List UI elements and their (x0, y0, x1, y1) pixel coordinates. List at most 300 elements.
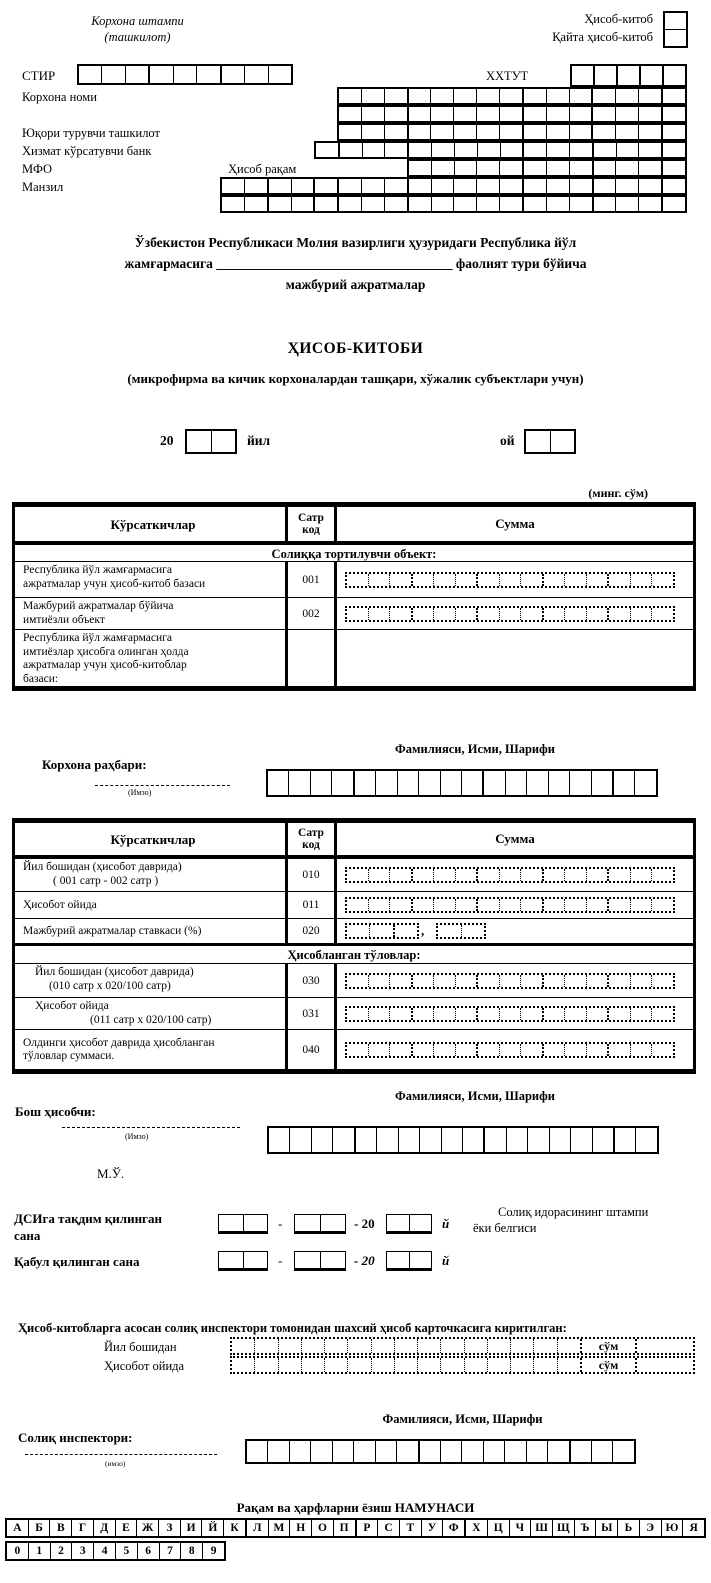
grid-cell[interactable] (564, 899, 586, 911)
grid-cell[interactable] (607, 574, 630, 586)
grid-cell[interactable] (222, 179, 244, 193)
grid-cell[interactable] (339, 107, 361, 121)
grid-cell[interactable] (431, 161, 454, 175)
grid-cell[interactable] (289, 1128, 310, 1152)
grid-cell[interactable] (630, 899, 652, 911)
grid-cell[interactable] (267, 179, 291, 193)
grid-cell[interactable] (232, 1358, 254, 1372)
grid-cell[interactable] (219, 1252, 243, 1268)
grid-cell[interactable] (232, 1339, 254, 1353)
grid-cell[interactable] (368, 869, 390, 881)
grid-cell[interactable] (430, 107, 453, 121)
grid-cell[interactable] (651, 1044, 673, 1056)
accepted-year-grid[interactable] (386, 1251, 432, 1271)
entry-row1-grid[interactable] (232, 1339, 580, 1353)
grid-cell[interactable] (499, 107, 522, 121)
accountant-name-grid[interactable] (267, 1126, 659, 1154)
grid-cell[interactable] (398, 1128, 419, 1152)
grid-cell[interactable] (187, 431, 211, 452)
company-name-grid-row2[interactable] (337, 105, 687, 123)
grid-cell[interactable] (639, 66, 662, 85)
row-011-sum-grid[interactable] (345, 897, 675, 913)
address-grid-row1[interactable] (220, 177, 687, 195)
grid-cell[interactable] (569, 179, 592, 193)
grid-cell[interactable] (638, 89, 661, 103)
grid-cell[interactable] (409, 161, 431, 175)
grid-cell[interactable] (316, 143, 338, 157)
grid-cell[interactable] (476, 1044, 499, 1056)
grid-cell[interactable] (592, 161, 616, 175)
grid-cell[interactable] (522, 143, 546, 157)
grid-cell[interactable] (592, 143, 616, 157)
director-signature-line[interactable] (95, 774, 230, 786)
grid-cell[interactable] (244, 66, 267, 83)
grid-cell[interactable] (586, 608, 608, 620)
grid-cell[interactable] (411, 1044, 434, 1056)
grid-cell[interactable] (651, 608, 673, 620)
year-input-grid[interactable] (185, 429, 237, 454)
grid-cell[interactable] (440, 1339, 463, 1353)
grid-cell[interactable] (453, 197, 476, 211)
grid-cell[interactable] (291, 179, 314, 193)
grid-cell[interactable] (564, 1008, 586, 1020)
grid-cell[interactable] (591, 89, 615, 103)
grid-cell[interactable] (526, 771, 547, 795)
grid-cell[interactable] (546, 107, 569, 121)
grid-cell[interactable] (222, 197, 244, 211)
grid-cell[interactable] (376, 1128, 397, 1152)
grid-cell[interactable] (389, 899, 411, 911)
grid-cell[interactable] (387, 1215, 409, 1231)
grid-cell[interactable] (384, 197, 407, 211)
grid-cell[interactable] (615, 197, 638, 211)
grid-cell[interactable] (347, 1008, 368, 1020)
grid-cell[interactable] (409, 1252, 432, 1268)
grid-cell[interactable] (546, 161, 569, 175)
grid-cell[interactable] (338, 143, 362, 157)
grid-cell[interactable] (384, 179, 407, 193)
grid-cell[interactable] (564, 869, 586, 881)
grid-cell[interactable] (522, 89, 546, 103)
grid-cell[interactable] (607, 899, 630, 911)
grid-cell[interactable] (454, 143, 477, 157)
grid-cell[interactable] (526, 431, 550, 452)
grid-cell[interactable] (520, 899, 542, 911)
grid-cell[interactable] (430, 125, 453, 139)
grid-cell[interactable] (483, 1441, 504, 1462)
grid-cell[interactable] (455, 1044, 477, 1056)
grid-cell[interactable] (592, 197, 616, 211)
grid-cell[interactable] (268, 66, 291, 83)
grid-cell[interactable] (411, 975, 434, 987)
grid-cell[interactable] (409, 1215, 432, 1231)
grid-cell[interactable] (418, 1441, 440, 1462)
grid-cell[interactable] (520, 975, 542, 987)
grid-cell[interactable] (613, 1128, 635, 1152)
row-020-rate-int-grid[interactable] (345, 923, 419, 939)
grid-cell[interactable] (320, 1215, 346, 1231)
grid-cell[interactable] (244, 197, 267, 211)
grid-cell[interactable] (347, 869, 368, 881)
grid-cell[interactable] (638, 197, 661, 211)
grid-cell[interactable] (267, 1441, 288, 1462)
grid-cell[interactable] (569, 107, 592, 121)
grid-cell[interactable] (407, 197, 431, 211)
grid-cell[interactable] (433, 574, 455, 586)
grid-cell[interactable] (433, 975, 455, 987)
grid-cell[interactable] (278, 1358, 301, 1372)
entry-row1-amount[interactable] (230, 1337, 695, 1355)
grid-cell[interactable] (522, 179, 546, 193)
grid-cell[interactable] (510, 1339, 533, 1353)
grid-cell[interactable] (440, 771, 461, 795)
grid-cell[interactable] (384, 143, 407, 157)
grid-cell[interactable] (219, 1215, 243, 1231)
grid-cell[interactable] (616, 143, 639, 157)
row-020-rate-frac-grid[interactable] (436, 923, 486, 939)
entry-row2-grid[interactable] (232, 1358, 580, 1372)
grid-cell[interactable] (520, 574, 542, 586)
grid-cell[interactable] (417, 1358, 440, 1372)
grid-cell[interactable] (419, 1128, 440, 1152)
grid-cell[interactable] (586, 1044, 608, 1056)
grid-cell[interactable] (440, 1358, 463, 1372)
grid-cell[interactable] (586, 975, 608, 987)
grid-cell[interactable] (407, 107, 431, 121)
grid-cell[interactable] (476, 161, 499, 175)
grid-cell[interactable] (586, 1008, 608, 1020)
grid-cell[interactable] (499, 608, 521, 620)
grid-cell[interactable] (557, 1339, 580, 1353)
grid-cell[interactable] (389, 608, 411, 620)
grid-cell[interactable] (607, 1008, 630, 1020)
grid-cell[interactable] (499, 125, 522, 139)
grid-cell[interactable] (369, 925, 392, 937)
grid-cell[interactable] (417, 1339, 440, 1353)
grid-cell[interactable] (433, 1044, 455, 1056)
submitted-month-grid[interactable] (294, 1214, 346, 1234)
grid-cell[interactable] (288, 771, 309, 795)
grid-cell[interactable] (476, 125, 499, 139)
grid-cell[interactable] (384, 107, 407, 121)
grid-cell[interactable] (313, 179, 337, 193)
calc-checkbox[interactable] (665, 13, 686, 30)
grid-cell[interactable] (347, 608, 368, 620)
grid-cell[interactable] (572, 66, 593, 85)
director-name-grid[interactable] (266, 769, 658, 797)
grid-cell[interactable] (461, 1441, 482, 1462)
grid-cell[interactable] (591, 771, 612, 795)
grid-cell[interactable] (569, 89, 592, 103)
grid-cell[interactable] (337, 179, 361, 193)
grid-cell[interactable] (661, 107, 685, 121)
recalc-checkbox[interactable] (665, 30, 686, 47)
grid-cell[interactable] (499, 1044, 521, 1056)
grid-cell[interactable] (220, 66, 244, 83)
grid-cell[interactable] (533, 1339, 556, 1353)
grid-cell[interactable] (411, 869, 434, 881)
grid-cell[interactable] (638, 161, 661, 175)
entry-row2-tail-cell[interactable] (635, 1358, 693, 1372)
grid-cell[interactable] (638, 143, 661, 157)
grid-cell[interactable] (564, 608, 586, 620)
grid-cell[interactable] (393, 925, 417, 937)
accountant-signature-line[interactable] (62, 1116, 240, 1128)
grid-cell[interactable] (476, 89, 499, 103)
grid-cell[interactable] (269, 1128, 289, 1152)
grid-cell[interactable] (353, 1441, 374, 1462)
grid-cell[interactable] (586, 869, 608, 881)
grid-cell[interactable] (526, 1441, 547, 1462)
grid-cell[interactable] (389, 869, 411, 881)
grid-cell[interactable] (354, 1128, 376, 1152)
grid-cell[interactable] (407, 89, 431, 103)
grid-cell[interactable] (310, 1441, 331, 1462)
grid-cell[interactable] (411, 608, 434, 620)
grid-cell[interactable] (347, 1044, 368, 1056)
grid-cell[interactable] (634, 771, 655, 795)
grid-cell[interactable] (542, 869, 565, 881)
grid-cell[interactable] (332, 1441, 353, 1462)
grid-cell[interactable] (441, 1128, 462, 1152)
grid-cell[interactable] (211, 431, 236, 452)
grid-cell[interactable] (347, 574, 368, 586)
grid-cell[interactable] (295, 1215, 320, 1231)
grid-cell[interactable] (477, 143, 500, 157)
grid-cell[interactable] (546, 179, 569, 193)
grid-cell[interactable] (268, 771, 288, 795)
grid-cell[interactable] (464, 1339, 487, 1353)
grid-cell[interactable] (591, 1441, 612, 1462)
grid-cell[interactable] (499, 179, 522, 193)
grid-cell[interactable] (487, 1358, 510, 1372)
grid-cell[interactable] (384, 89, 407, 103)
grid-cell[interactable] (651, 899, 673, 911)
grid-cell[interactable] (247, 1441, 267, 1462)
submitted-year-grid[interactable] (386, 1214, 432, 1234)
grid-cell[interactable] (546, 197, 569, 211)
grid-cell[interactable] (324, 1358, 347, 1372)
grid-cell[interactable] (433, 899, 455, 911)
grid-cell[interactable] (630, 975, 652, 987)
grid-cell[interactable] (368, 899, 390, 911)
grid-cell[interactable] (506, 1128, 527, 1152)
grid-cell[interactable] (661, 89, 685, 103)
grid-cell[interactable] (533, 1358, 556, 1372)
account-number-grid[interactable] (407, 159, 687, 177)
grid-cell[interactable] (148, 66, 172, 83)
grid-cell[interactable] (542, 608, 565, 620)
grid-cell[interactable] (661, 197, 685, 211)
grid-cell[interactable] (569, 143, 592, 157)
grid-cell[interactable] (347, 899, 368, 911)
grid-cell[interactable] (332, 1128, 353, 1152)
grid-cell[interactable] (615, 125, 638, 139)
grid-cell[interactable] (638, 107, 661, 121)
grid-cell[interactable] (520, 869, 542, 881)
grid-cell[interactable] (483, 1128, 505, 1152)
grid-cell[interactable] (630, 574, 652, 586)
grid-cell[interactable] (476, 179, 499, 193)
grid-cell[interactable] (453, 125, 476, 139)
grid-cell[interactable] (347, 1339, 370, 1353)
grid-cell[interactable] (499, 869, 521, 881)
grid-cell[interactable] (461, 925, 485, 937)
row-002-sum-grid[interactable] (345, 606, 675, 622)
grid-cell[interactable] (476, 107, 499, 121)
grid-cell[interactable] (661, 125, 685, 139)
grid-cell[interactable] (651, 1008, 673, 1020)
grid-cell[interactable] (476, 899, 499, 911)
inspector-name-grid[interactable] (245, 1439, 636, 1464)
parent-org-grid[interactable] (337, 123, 687, 141)
grid-cell[interactable] (522, 197, 546, 211)
grid-cell[interactable] (542, 574, 565, 586)
grid-cell[interactable] (662, 66, 685, 85)
grid-cell[interactable] (542, 1008, 565, 1020)
grid-cell[interactable] (476, 197, 499, 211)
grid-cell[interactable] (337, 197, 361, 211)
grid-cell[interactable] (254, 1358, 277, 1372)
grid-cell[interactable] (320, 1252, 346, 1268)
grid-cell[interactable] (651, 975, 673, 987)
bank-grid[interactable] (314, 141, 687, 159)
row-001-sum-grid[interactable] (345, 572, 675, 588)
grid-cell[interactable] (504, 1441, 525, 1462)
grid-cell[interactable] (569, 125, 592, 139)
grid-cell[interactable] (520, 608, 542, 620)
grid-cell[interactable] (586, 899, 608, 911)
grid-cell[interactable] (522, 125, 546, 139)
grid-cell[interactable] (313, 197, 337, 211)
row-030-sum-grid[interactable] (345, 973, 675, 989)
grid-cell[interactable] (411, 574, 434, 586)
grid-cell[interactable] (301, 1358, 324, 1372)
grid-cell[interactable] (411, 899, 434, 911)
grid-cell[interactable] (499, 89, 522, 103)
grid-cell[interactable] (550, 431, 575, 452)
grid-cell[interactable] (384, 125, 407, 139)
month-input-grid[interactable] (524, 429, 576, 454)
accepted-day-grid[interactable] (218, 1251, 268, 1271)
grid-cell[interactable] (592, 179, 616, 193)
grid-cell[interactable] (407, 143, 431, 157)
grid-cell[interactable] (353, 771, 375, 795)
grid-cell[interactable] (487, 1339, 510, 1353)
grid-cell[interactable] (389, 1008, 411, 1020)
grid-cell[interactable] (464, 1358, 487, 1372)
grid-cell[interactable] (476, 608, 499, 620)
grid-cell[interactable] (347, 975, 368, 987)
grid-cell[interactable] (289, 1441, 310, 1462)
grid-cell[interactable] (433, 1008, 455, 1020)
grid-cell[interactable] (499, 161, 522, 175)
grid-cell[interactable] (651, 869, 673, 881)
grid-cell[interactable] (440, 1441, 461, 1462)
grid-cell[interactable] (453, 89, 476, 103)
grid-cell[interactable] (630, 1044, 652, 1056)
grid-cell[interactable] (347, 1358, 370, 1372)
grid-cell[interactable] (278, 1339, 301, 1353)
grid-cell[interactable] (547, 1441, 568, 1462)
address-grid-row2[interactable] (220, 195, 687, 213)
grid-cell[interactable] (593, 66, 616, 85)
grid-cell[interactable] (520, 1044, 542, 1056)
grid-cell[interactable] (548, 771, 569, 795)
grid-cell[interactable] (331, 771, 352, 795)
grid-cell[interactable] (615, 89, 638, 103)
grid-cell[interactable] (368, 975, 390, 987)
grid-cell[interactable] (476, 574, 499, 586)
grid-cell[interactable] (295, 1252, 320, 1268)
grid-cell[interactable] (361, 179, 384, 193)
grid-cell[interactable] (542, 1044, 565, 1056)
grid-cell[interactable] (310, 771, 331, 795)
grid-cell[interactable] (368, 574, 390, 586)
grid-cell[interactable] (196, 66, 219, 83)
grid-cell[interactable] (520, 1008, 542, 1020)
grid-cell[interactable] (638, 179, 661, 193)
grid-cell[interactable] (243, 1252, 268, 1268)
entry-row1-tail-cell[interactable] (635, 1339, 693, 1353)
grid-cell[interactable] (549, 1128, 570, 1152)
grid-cell[interactable] (476, 1008, 499, 1020)
grid-cell[interactable] (461, 771, 482, 795)
grid-cell[interactable] (616, 66, 639, 85)
grid-cell[interactable] (591, 107, 615, 121)
grid-cell[interactable] (368, 1008, 390, 1020)
grid-cell[interactable] (661, 161, 685, 175)
grid-cell[interactable] (79, 66, 101, 83)
grid-cell[interactable] (591, 125, 615, 139)
row-010-sum-grid[interactable] (345, 867, 675, 883)
grid-cell[interactable] (476, 975, 499, 987)
grid-cell[interactable] (394, 1339, 417, 1353)
grid-cell[interactable] (339, 89, 361, 103)
grid-cell[interactable] (411, 1008, 434, 1020)
grid-cell[interactable] (173, 66, 196, 83)
company-name-grid-row1[interactable] (337, 87, 687, 105)
grid-cell[interactable] (615, 161, 638, 175)
grid-cell[interactable] (375, 1441, 396, 1462)
grid-cell[interactable] (546, 125, 569, 139)
grid-cell[interactable] (311, 1128, 332, 1152)
grid-cell[interactable] (371, 1358, 394, 1372)
grid-cell[interactable] (389, 574, 411, 586)
grid-cell[interactable] (661, 143, 685, 157)
grid-cell[interactable] (433, 608, 455, 620)
grid-cell[interactable] (368, 1044, 390, 1056)
grid-cell[interactable] (361, 125, 384, 139)
grid-cell[interactable] (500, 143, 523, 157)
row-031-sum-grid[interactable] (345, 1006, 675, 1022)
grid-cell[interactable] (557, 1358, 580, 1372)
grid-cell[interactable] (418, 771, 439, 795)
grid-cell[interactable] (612, 771, 634, 795)
grid-cell[interactable] (522, 161, 546, 175)
grid-cell[interactable] (651, 574, 673, 586)
grid-cell[interactable] (455, 608, 477, 620)
grid-cell[interactable] (361, 107, 384, 121)
grid-cell[interactable] (542, 975, 565, 987)
grid-cell[interactable] (476, 869, 499, 881)
grid-cell[interactable] (505, 771, 526, 795)
grid-cell[interactable] (499, 574, 521, 586)
grid-cell[interactable] (361, 89, 384, 103)
grid-cell[interactable] (569, 771, 590, 795)
grid-cell[interactable] (499, 975, 521, 987)
grid-cell[interactable] (499, 197, 522, 211)
